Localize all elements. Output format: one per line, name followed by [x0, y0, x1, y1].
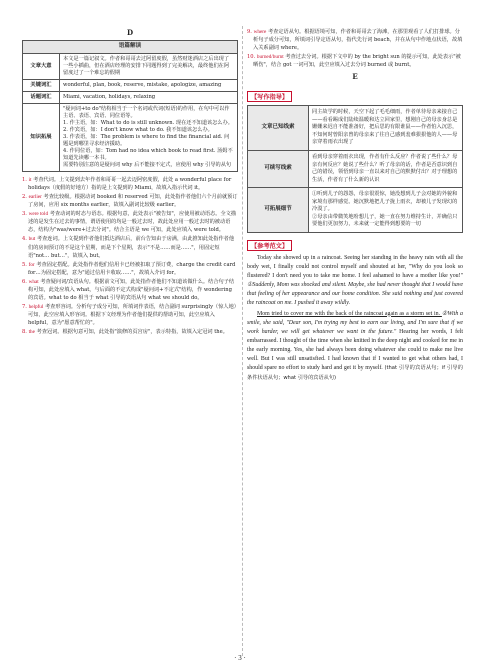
- answer-item: [22, 328, 238, 336]
- answer-item: [22, 176, 238, 192]
- table-row: [23, 91, 238, 103]
- page-number: · 3 ·: [234, 654, 246, 662]
- row-key: 文章大意: [23, 53, 60, 79]
- answer-list: [247, 28, 463, 69]
- detail-line: ①听到儿子的怨怨，母亲很震惊，她没想到儿子会对她的外貌和家境有那样感觉。她沉默地把儿子拢上雨衣，却被儿子发现幻的冷漠了。: [312, 191, 458, 213]
- answer-number: 10.: [247, 54, 256, 61]
- row-value: [309, 188, 463, 233]
- answer-item: [22, 210, 238, 234]
- knowledge-extension: [60, 103, 238, 171]
- reference-essay-tag: 【参考范文】: [247, 240, 292, 251]
- table-row: [23, 79, 238, 91]
- answer-word: helpful: [28, 303, 44, 310]
- extension-line: 需要特别注意的是疑问词 why 后不能接不定式，应使用 why 引导的从句: [63, 162, 232, 168]
- answer-explanation: 考查代词。上文提到去年作者和哥哥一起去迈阿密度假，此处 a wonderful place for holidays（度假的好地方）指的是上文提到的 Miami，故填入指示代词 it。: [28, 177, 232, 192]
- section-heading-e: E: [352, 72, 358, 82]
- discourse-analysis-table: [22, 40, 238, 172]
- row-value: 看到母亲穿着雨衣出现，作者有什么反应？作者说了些什么？母亲有何反应？她说了些什么？听了母亲的话，作者是否意识到自己的错误，领悟到母亲一直以来对自己的默默付出？对于理想的生活，作者有了什么新的认识: [309, 150, 463, 187]
- answer-explanation: 考查定语从句。根据语境可知，作者和哥哥去了海滩，在那里观看了人们打排球。分析句子成分可知，所填词引导定语从句，指代先行词 beach，并在从句中作地点状语，故填入关系副词 where。: [253, 29, 463, 52]
- table-row: [23, 103, 238, 171]
- row-key: 知识拓展: [23, 103, 60, 171]
- answer-word: earlier: [28, 194, 42, 201]
- answer-number: 4.: [22, 236, 27, 243]
- row-value: 同主故学的时候，天空下起了毛毛细雨，作者单待母亲来接自己——看看踢成们陆续温暖和达立回家里，想刚自己的母亲身总是姗姗来迟自不能准备好，把后思的有限谁鼠——作者怕入沉思，不知何时曾阳亲曾的母亲来了往自己感到羞难狠狠他的人——母亲穿着雨衣出现了: [309, 106, 463, 151]
- essay-text: ②With a smile, she said, "Dear son, I'm trying my best to earn our living, and I'm sure that if we work harder, we will get whatever we want in the future.": [247, 310, 463, 335]
- answer-number: 1.: [22, 177, 27, 184]
- answer-word: burned/burnt: [256, 54, 284, 61]
- row-value: Miami, vacation, holidays, relaxing: [60, 91, 238, 103]
- row-key: 可拓展细节: [248, 188, 309, 233]
- row-key: 话题词汇: [23, 91, 60, 103]
- answer-number: 5.: [22, 261, 27, 268]
- answer-list: [22, 176, 238, 336]
- essay-text: Mom tried to cover me with the back of the raincoat again as a storm set in.: [257, 310, 442, 317]
- section-heading-d: D: [126, 28, 134, 37]
- answer-item: [247, 53, 463, 69]
- essay-paragraph: [247, 310, 463, 383]
- answer-word: for: [28, 261, 35, 268]
- answer-number: 2.: [22, 194, 27, 201]
- answer-word: what: [28, 278, 39, 285]
- answer-word: the: [28, 329, 35, 336]
- answer-explanation: 考查过去分词。根据下文中的 by the bright sun 的提示可知，此处表示"被晒伤"，结合 got 一词可知，此空应填入过去分词 burned 或 burnt。: [253, 54, 461, 69]
- table-row: [248, 188, 463, 233]
- answer-item: [22, 303, 238, 327]
- right-column: [247, 28, 463, 384]
- answer-number: 7.: [22, 303, 27, 310]
- table-row: [248, 150, 463, 187]
- row-key: 可续写线索: [248, 150, 309, 187]
- column-divider: [242, 26, 243, 656]
- extension-line: 2. 作宾语，如：I don't know what to do. 我不知道该怎么办。: [63, 126, 213, 133]
- table-row: [248, 106, 463, 151]
- row-value: wonderful, plan, book, reserve, mistake, apologize, amazing: [60, 79, 238, 91]
- essay-paragraph: [247, 254, 463, 309]
- answer-word: but: [28, 236, 36, 243]
- answer-explanation: 考查动词的时态与语态。根据句意，此处表示"被告知"，应使用被动语态。全文描述的是发生在过去的事情，谓语使用的均是一般过去时，故此处应用一般过去时的被动语态，结构为"was/were+过去分词"。结合主语是 we 可知，此处应填入 were told。: [28, 211, 237, 234]
- answer-number: 6.: [22, 278, 27, 285]
- answer-word: it: [28, 177, 32, 184]
- row-value: 本文是一篇记叙文。作者和哥哥去过阿留度假，虽然财迷酒店之后出现了一些小插曲，但在酒店经理的安排下同题得到了完美解决，最终他们在阿留度过了一个难忘的假期: [60, 53, 238, 79]
- answer-explanation: 考查冠词。根据句意可知，此处指"演修的页宫房"，表示特指，故填入定冠词 the。: [36, 329, 228, 336]
- answer-word: where: [253, 29, 267, 35]
- left-column: [22, 28, 238, 337]
- writing-guide-table: [247, 105, 463, 232]
- answer-number: 8.: [22, 329, 27, 336]
- essay-text: Hearing her words, I felt embarrassed. I thought of the time when she knitted in the deep night and cooked for me in the early morning. Yes, she had always been doing whatever she could to make me live well. But I was still unsatisfied. I had known that if I wanted to get what others had, I should spare no effort to study hard and get it by myself.: [247, 328, 463, 372]
- row-key: 关键词汇: [23, 79, 60, 91]
- extension-line: 1. 作主语，如：What to do is still unknown. 现在还不知道该怎么办。: [63, 119, 233, 126]
- answer-item: [22, 235, 238, 259]
- answer-item: [22, 261, 238, 277]
- row-key: 文章已知线索: [248, 106, 309, 151]
- extension-line: 3. 作表语，如：The problem is where to find the financial aid. 问题是到哪里寻求经济援助。: [63, 133, 230, 147]
- grammar-note: (that 引导的宾语从句；if 引导的条件状语从句；what 引导的宾语从句): [247, 365, 463, 381]
- essay-text: Today she showed up in a raincoat. Seeing her standing in the heavy rain with all the body wet, I finally could not control myself and shouted at her, "Why do you look so flustered? I don't need you to take me home. I feel ashamed to have a mother like you!": [247, 254, 463, 280]
- answer-number: 9.: [247, 29, 252, 35]
- extension-line: 4. 作同位语，如：Tom had no idea which book to read first. 汤姆不知道先读哪一本书。: [63, 147, 233, 161]
- answer-item: [22, 278, 238, 302]
- extension-line: "疑问词+to do"结构相当于一个名词或代词(短语)的作用，在句中可以作主语、表语、宾语、同位语等。: [63, 105, 230, 119]
- answer-explanation: 考查形容词。分析句子成分可知，所填词作表语，结合副词 surprisingly（惊人地）可知，此空应填入形容词。根据下文经理为作者他们提供的帮助可知，此空应填入 helpful，意为"愿意帮忙的"。: [28, 303, 237, 327]
- answer-explanation: 考查固定搭配。此处指作者他们信用卡已经被扣取了预订费，charge the credit card for…为固定搭配，意为"通过信用卡收取……"，故填入介词 for。: [28, 261, 236, 276]
- answer-explanation: 考查连词。上文提到作者他们抵达酒店后，前台告知由于房满，由此推知此处指作者他们的房间预订的不是这个星期，而是下个星期，表示"不是……而是……"，用固定短语"not… but…"，故填入 but。: [28, 236, 235, 259]
- writing-guide-tag: 【写作指导】: [247, 91, 292, 102]
- answer-explanation: 考查比较级。根据动词 booked 和 reserved 可知，此处指作者他们六个月前就预订了房间，应用 six months earlier，故填入副词比较级 earlier。: [28, 194, 238, 209]
- answer-word: were told: [28, 211, 49, 218]
- essay-text: ①Suddenly, Mom was shocked and silent. Maybe, she had never thought that I would have that feeling of her appearance and our home condition. She said nothing and just covered the raincoat on me. I pushed it away wildly.: [247, 282, 463, 307]
- reference-essay: [247, 254, 463, 383]
- answer-item: [22, 193, 238, 209]
- answer-item: [247, 28, 463, 52]
- answer-explanation: 考查疑问词/宾语从句。根据前文可知，此处指作者他们不知道该做什么。结合句子结构可知，此处应填入 what，与后面的不定式构成"疑问词+不定式"结构，作 wondering 的宾语。what to do 相当于 what 引导的宾语从句 what we should do。: [28, 278, 235, 301]
- detail-line: ②母亲由带微笑地吩想儿子，她一直在努力维持生计，并确信只要他们更加努力，未来就一定能得到想要的一切: [312, 213, 458, 228]
- answer-number: 3.: [22, 211, 27, 218]
- table-title: 语篇解读: [23, 41, 238, 54]
- table-row: [23, 53, 238, 79]
